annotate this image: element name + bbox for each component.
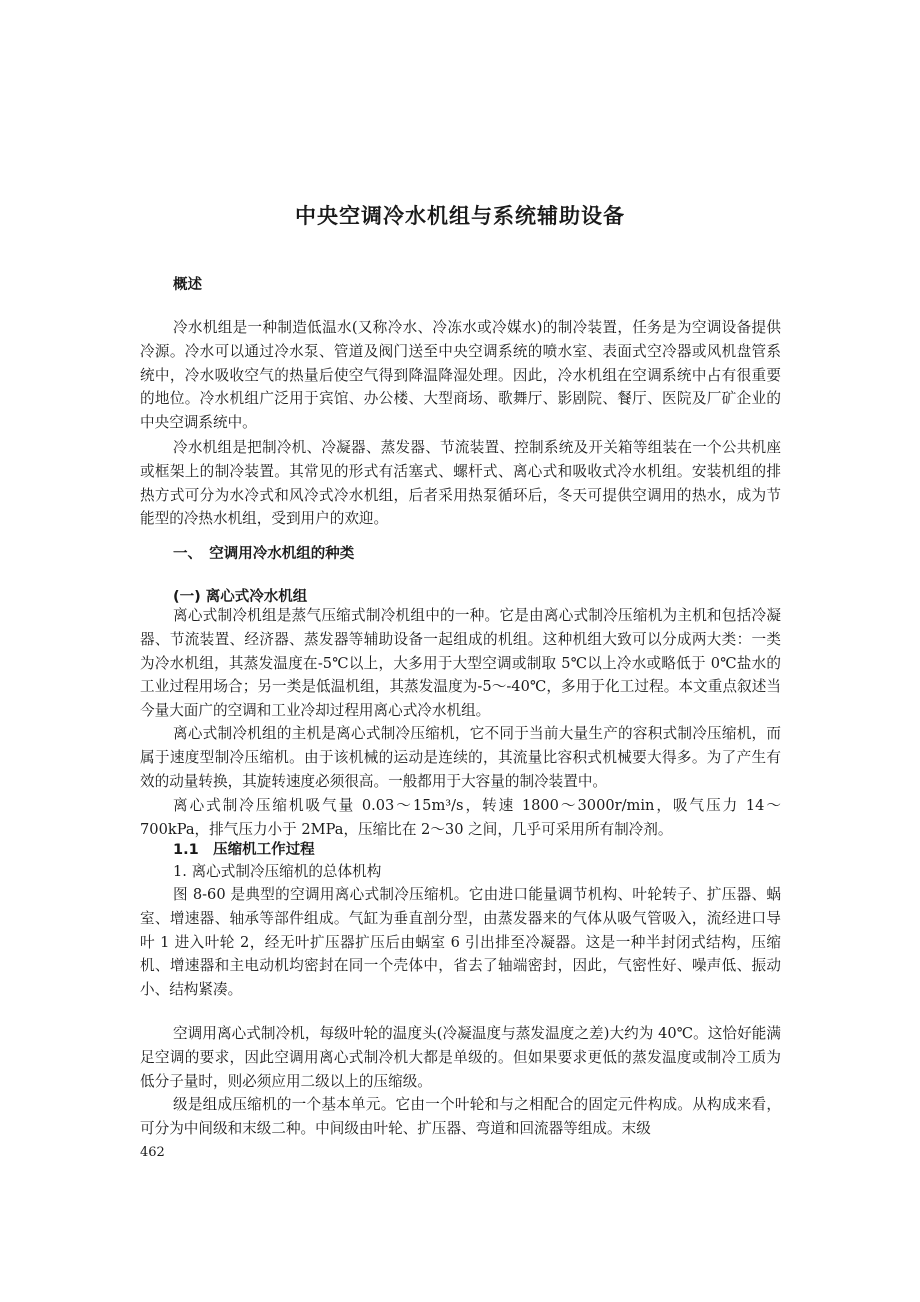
list-item-1: 1. 离心式制冷压缩机的总体机构 <box>173 863 382 880</box>
page-title: 中央空调冷水机组与系统辅助设备 <box>295 204 625 228</box>
section-1-heading: 一、 空调用冷水机组的种类 <box>173 546 355 562</box>
subsection-1-1-heading: 1.1 压缩机工作过程 <box>173 842 315 858</box>
overview-paragraph-1: 冷水机组是一种制造低温水(又称冷水、冷冻水或冷媒水)的制冷装置，任务是为空调设备提供冷源。冷水可以通过冷水泵、管道及阀门送至中央空调系统的喷水室、表面式空冷器或风机盘管系统中，冷水吸收空气的热量后使空气得到降温降湿处理。因此，冷水机组在空调系统中占有很重要的地位。冷水机组广泛用于宾馆、办公楼、大型商场、歌舞厅、影剧院、餐厅、医院及厂矿企业的中央空调系统中。 <box>140 319 781 432</box>
overview-heading: 概述 <box>173 277 202 293</box>
subsection-1-1-paragraph-1: 图 8-60 是典型的空调用离心式制冷压缩机。它由进口能量调节机构、叶轮转子、扩压器、蜗室、增速器、轴承等部件组成。气缸为垂直剖分型，由蒸发器来的气体从吸气管吸入，流经进口导叶 1 进入叶轮 2，经无叶扩压器扩压后由蜗室 6 引出排至冷凝器。这是一种半封闭式结构，压缩机、增速器和主电动机均密封在同一个壳体中，省去了轴端密封，因此，气密性好、噪声低、振动小、结构紧凑。 <box>140 886 781 999</box>
subsection-1-heading: (一) 离心式冷水机组 <box>173 589 308 605</box>
subsection-1-1-paragraph-2: 空调用离心式制冷机，每级叶轮的温度头(冷凝温度与蒸发温度之差)大约为 40℃。这恰好能满足空调的要求，因此空调用离心式制冷机大都是单级的。但如果要求更低的蒸发温度或制冷工质为低分子量时，则必须应用二级以上的压缩级。 <box>140 1025 781 1090</box>
subsection-1-1-paragraph-3: 级是组成压缩机的一个基本单元。它由一个叶轮和与之相配合的固定元件构成。从构成来看，可分为中间级和末级二种。中间级由叶轮、扩压器、弯道和回流器等组成。末级 <box>140 1096 781 1137</box>
section-1-paragraph-1: 离心式制冷机组是蒸气压缩式制冷机组中的一种。它是由离心式制冷压缩机为主机和包括冷凝器、节流装置、经济器、蒸发器等辅助设备一起组成的机组。这种机组大致可以分成两大类：一类为冷水机组，其蒸发温度在-5℃以上，大多用于大型空调或制取 5℃以上冷水或略低于 0℃盐水的工业过程用场合；另一类是低温机组，其蒸发温度为-5～-40℃，多用于化工过程。本文重点叙述当今量大面广的空调和工业冷却过程用离心式冷水机组。 <box>140 607 781 720</box>
overview-paragraph-2: 冷水机组是把制冷机、冷凝器、蒸发器、节流装置、控制系统及开关箱等组装在一个公共机座或框架上的制冷装置。其常见的形式有活塞式、螺杆式、离心式和吸收式冷水机组。安装机组的排热方式可分为水冷式和风冷式冷水机组，后者采用热泵循环后，冬天可提供空调用的热水，成为节能型的冷热水机组，受到用户的欢迎。 <box>140 439 781 528</box>
page-number: 462 <box>140 1145 165 1160</box>
section-1-paragraph-2: 离心式制冷机组的主机是离心式制冷压缩机，它不同于当前大量生产的容积式制冷压缩机，而属于速度型制冷压缩机。由于该机械的运动是连续的，其流量比容积式机械要大得多。为了产生有效的动量转换，其旋转速度必须很高。一般都用于大容量的制冷装置中。 <box>140 725 781 790</box>
section-1-paragraph-3: 离心式制冷压缩机吸气量 0.03～15m³/s，转速 1800～3000r/min，吸气压力 14～700kPa，排气压力小于 2MPa，压缩比在 2～30 之间，几乎可采用所有制冷剂。 <box>140 797 781 838</box>
